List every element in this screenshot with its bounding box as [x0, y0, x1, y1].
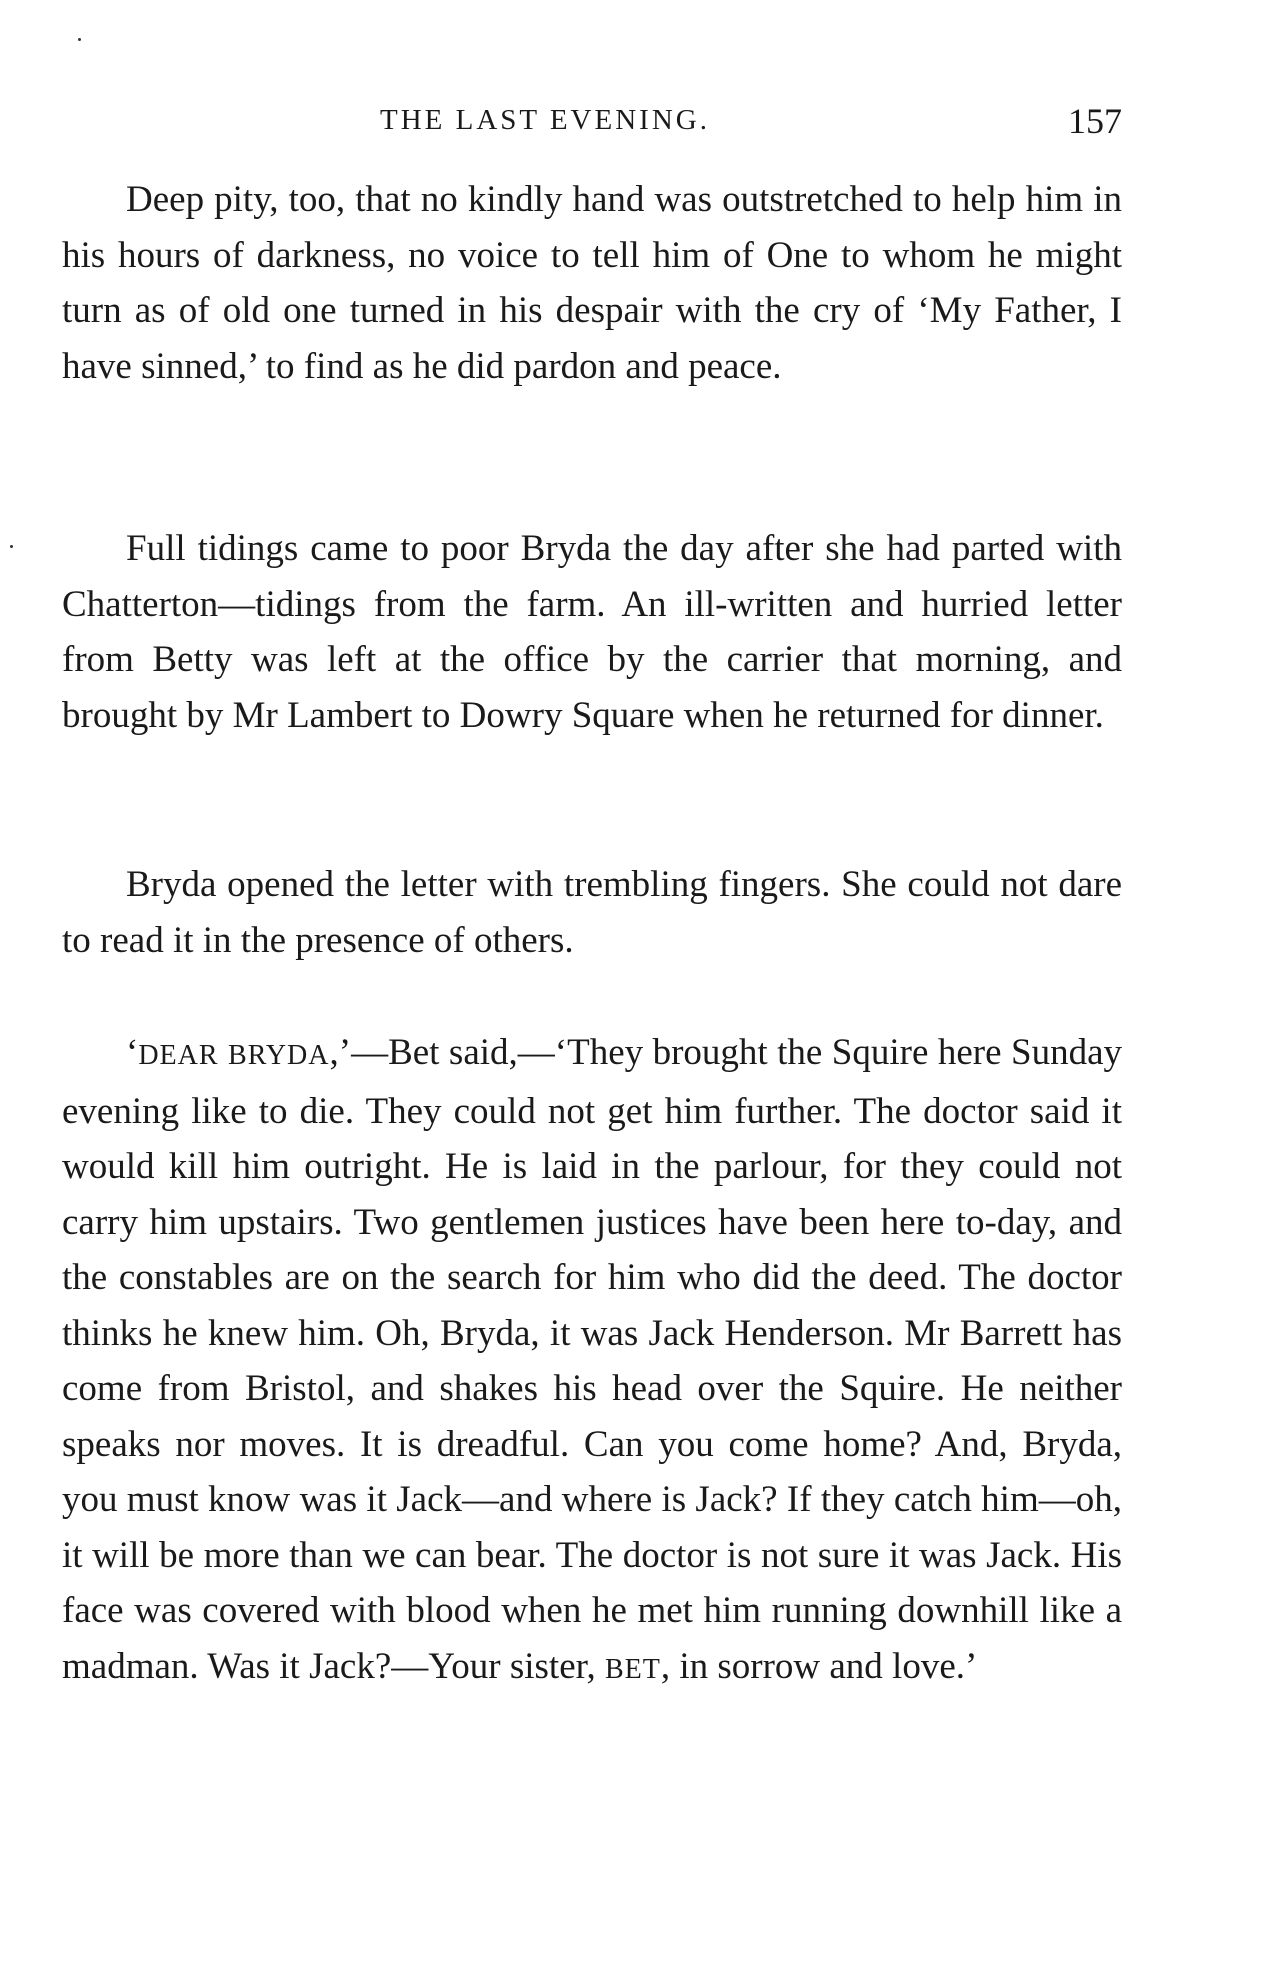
letter-closing: , in sorrow and love.’: [660, 1645, 978, 1687]
letter-paragraph: [62, 1025, 1122, 1697]
paragraph-bryda-opened: Bryda opened the letter with trembling fingers. She could not dare to read it in the presence of others.: [62, 864, 1122, 961]
letter-salutation-name: BRYDA: [228, 1040, 330, 1071]
letter-body: ,’—Bet said,—‘They brought the Squire here Sunday evening like to die. They could not get him further. The doctor said it would kill him outright. He is laid in the parlour, for they could not carry him upstairs. Two gentlemen justices have been here to-day, and the constables are on the search for him who did the deed. The doctor thinks he knew him. Oh, Bryda, it was Jack Henderson. Mr Barrett has come from Bristol, and shakes his head over the Squire. He neither speaks nor moves. It is dreadful. Can you come home? And, Bryda, you must know was it Jack—and where is Jack? If they catch him—oh, it will be more than we can bear. The doctor is not sure it was Jack. His face was covered with blood when he met him running downhill like a madman. Was it Jack?—Your sister,: [62, 1032, 1123, 1687]
letter-signature: BET: [604, 1653, 661, 1685]
letter-open-quote: ‘: [126, 1032, 139, 1073]
running-title: THE LAST EVENING.: [380, 104, 710, 136]
print-speck: [78, 38, 81, 41]
letter-salutation-dear: DEAR: [138, 1040, 219, 1071]
page-number: 157: [1068, 101, 1122, 141]
page-header: [62, 100, 1122, 150]
paragraph-deep-pity: Deep pity, too, that no kindly hand was outstretched to help him in his hours of darkness, no voice to tell him of One to whom he might turn as of old one turned in his despair with the cry of ‘My Father, I have sinned,’ to find as he did pardon and peace.: [62, 179, 1122, 387]
print-speck: [10, 545, 13, 548]
paragraph-full-tidings: Full tidings came to poor Bryda the day after she had parted with Chatterton—tidings from the farm. An ill-written and hurried letter from Betty was left at the office by the carrier that morning, and brought by Mr Lambert to Dowry Square when he returned for dinner.: [62, 528, 1122, 736]
